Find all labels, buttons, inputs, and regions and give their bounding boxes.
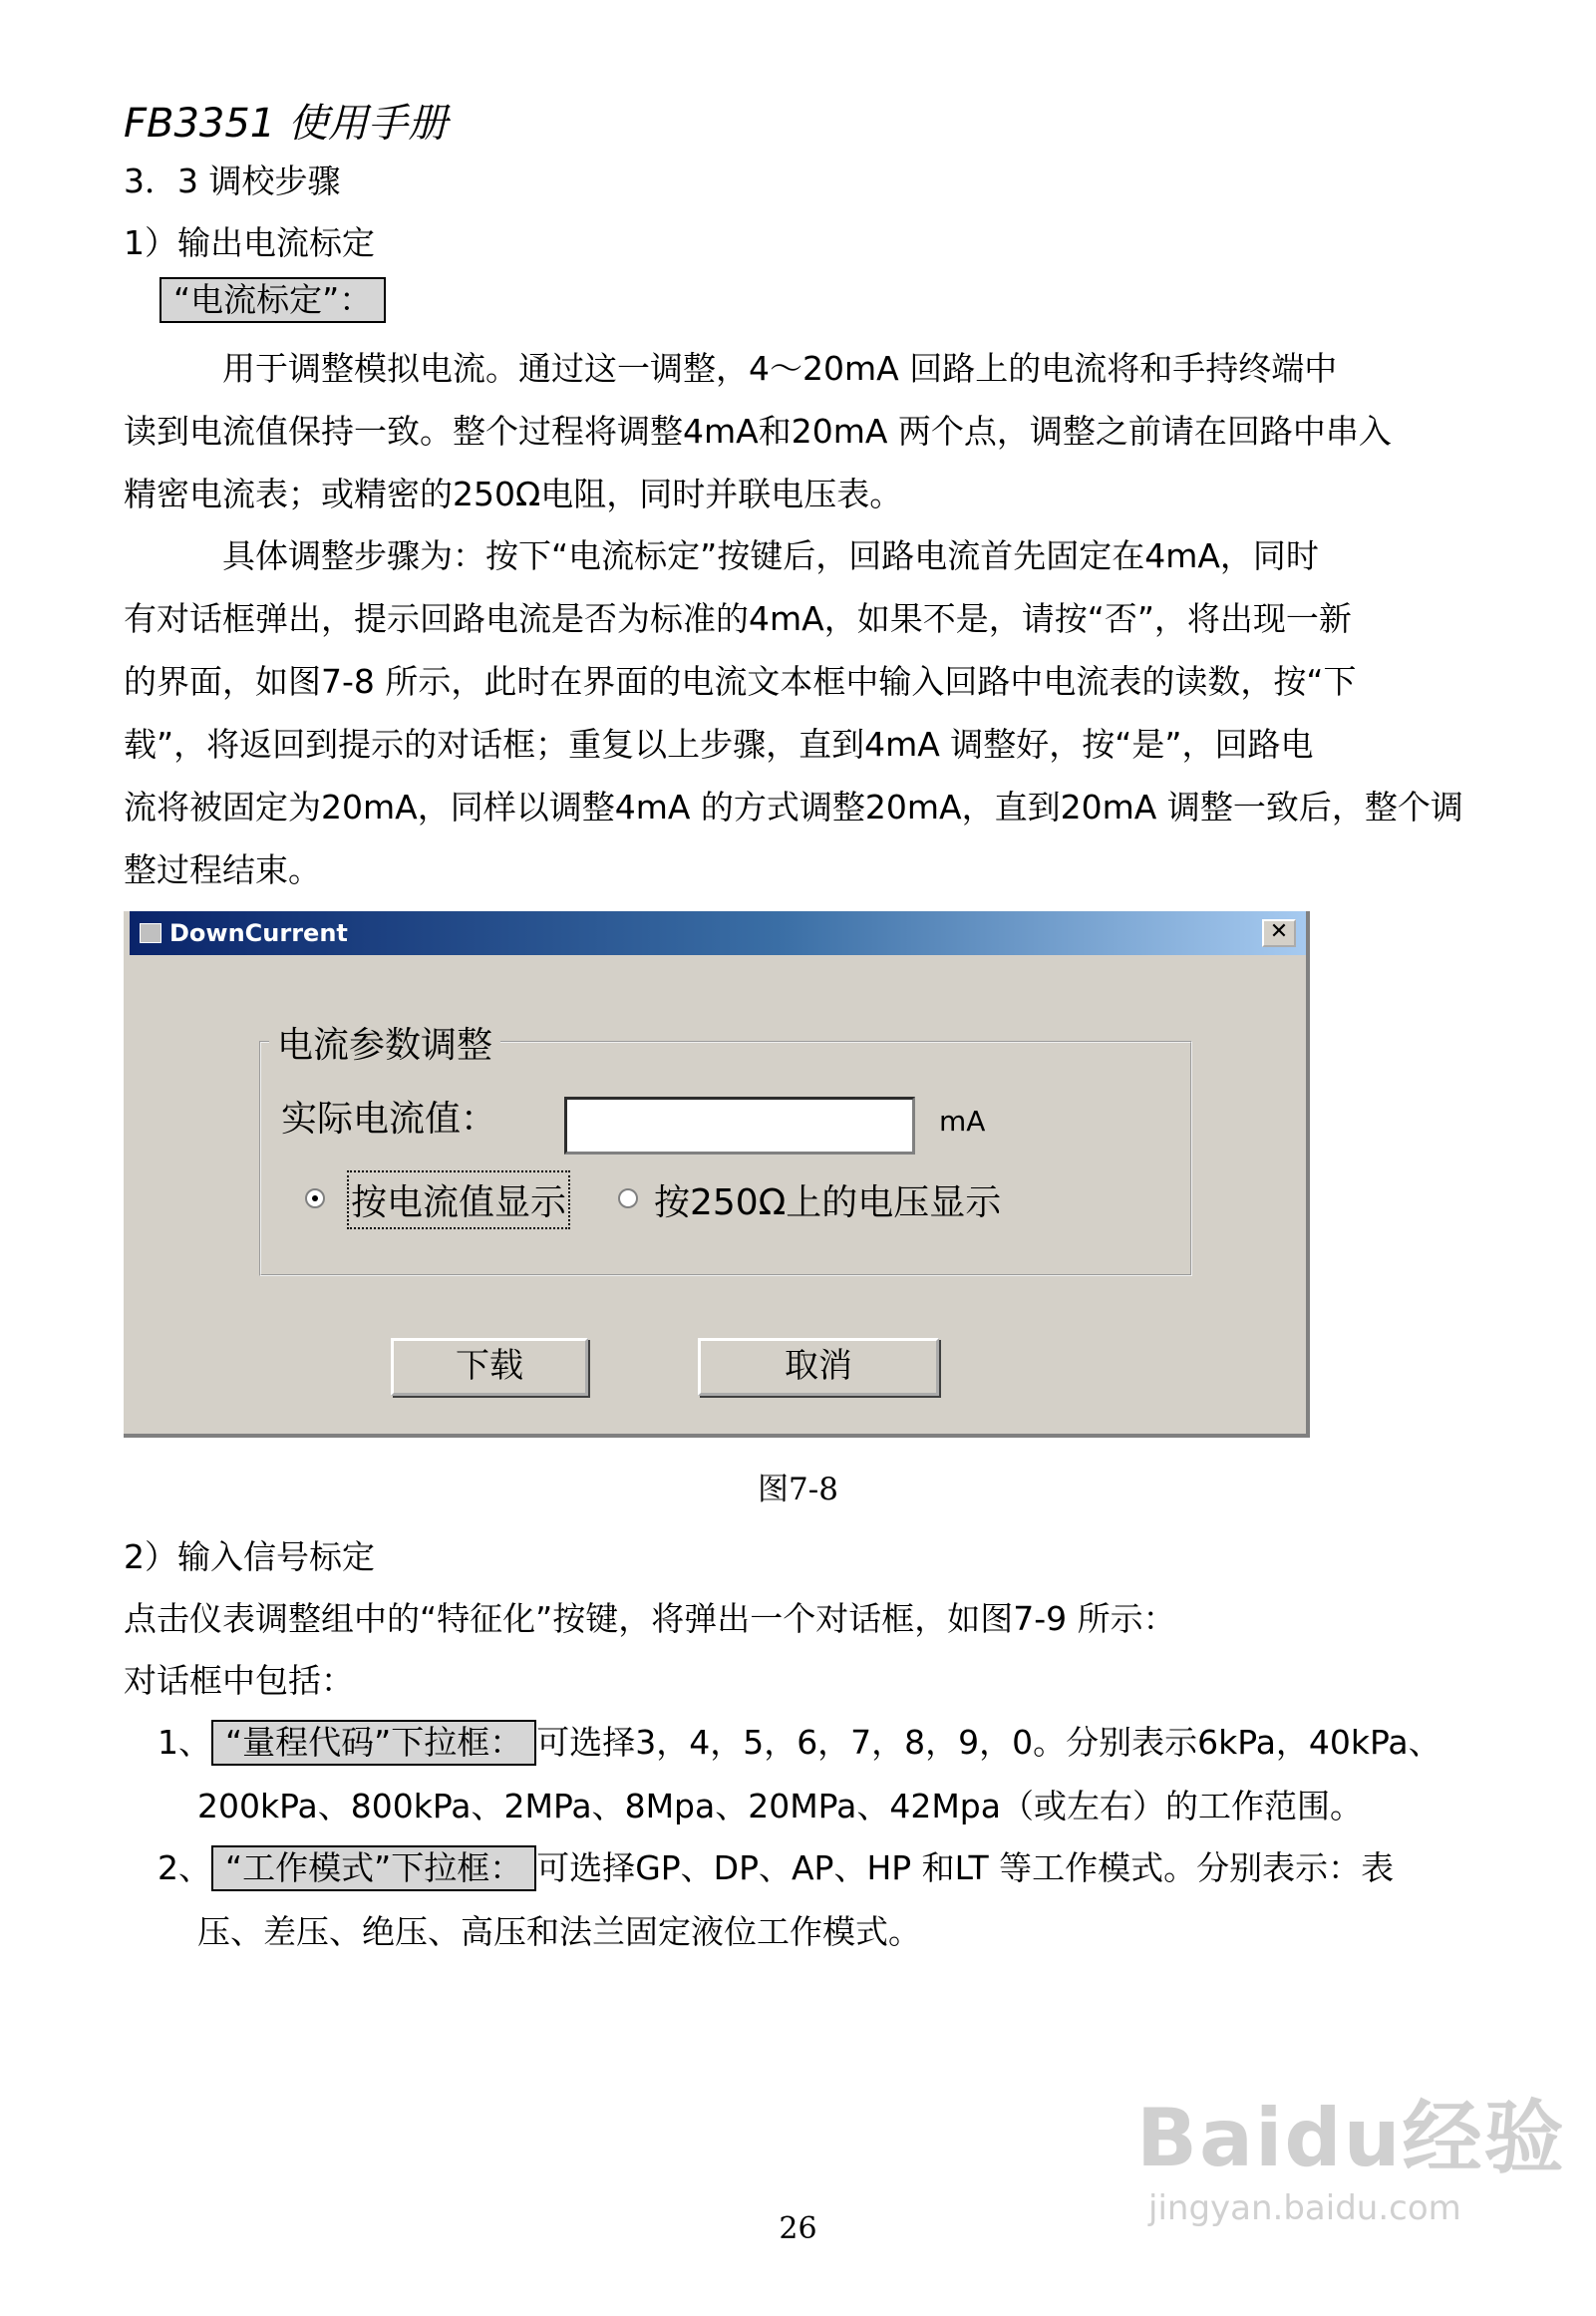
paragraph-2-line: 整过程结束。 <box>124 850 321 889</box>
range-code-dropdown-label: “量程代码”下拉框： <box>211 1720 536 1766</box>
list-item-number: 2、 <box>158 1848 211 1887</box>
paragraph-2-line: 的界面，如图7-8 所示，此时在界面的电流文本框中输入回路中电流表的读数，按“下 <box>124 662 1357 701</box>
paragraph-1-line: 精密电流表；或精密的250Ω电阻，同时并联电压表。 <box>124 475 903 513</box>
dialog-titlebar[interactable] <box>130 911 1306 955</box>
list-item-1-continued: 200kPa、800kPa、2MPa、8Mpa、20MPa、42Mpa（或左右）的工作范围。 <box>197 1787 1363 1825</box>
watermark-url: jingyan.baidu.com <box>1148 2188 1461 2228</box>
current-param-groupbox <box>259 1041 1192 1276</box>
list-item-2-continued: 压、差压、绝压、高压和法兰固定液位工作模式。 <box>197 1912 921 1951</box>
radio-current-display-label[interactable]: 按电流值显示 <box>351 1174 566 1225</box>
subsection-heading-2: 2）输入信号标定 <box>124 1537 375 1576</box>
cancel-button[interactable]: 取消 <box>698 1338 939 1396</box>
radio-current-display[interactable] <box>305 1188 325 1208</box>
baidu-watermark <box>1136 2074 1566 2228</box>
subsection-heading-1: 1）输出电流标定 <box>124 223 375 262</box>
paragraph-2-line: 载”，将返回到提示的对话框；重复以上步骤，直到4mA 调整好，按“是”，回路电 <box>124 725 1314 764</box>
radio-voltage-display-label[interactable]: 按250Ω上的电压显示 <box>654 1182 1002 1223</box>
paragraph-2-line: 具体调整步骤为：按下“电流标定”按键后，回路电流首先固定在4mA，同时 <box>124 536 1319 575</box>
intro-line: 点击仪表调整组中的“特征化”按键，将弹出一个对话框，如图7-9 所示： <box>124 1599 1176 1638</box>
download-button[interactable]: 下载 <box>391 1338 588 1396</box>
radio-voltage-display[interactable] <box>618 1188 638 1208</box>
figure-caption: 图7-8 <box>758 1472 838 1507</box>
contents-line: 对话框中包括： <box>124 1661 354 1700</box>
current-calibration-label <box>160 277 386 323</box>
dialog-title: DownCurrent <box>169 919 348 947</box>
paragraph-1-line: 用于调整模拟电流。通过这一调整，4～20mA 回路上的电流将和手持终端中 <box>124 349 1338 388</box>
app-icon <box>140 923 161 943</box>
work-mode-dropdown-label: “工作模式”下拉框： <box>211 1845 536 1891</box>
paragraph-2-line: 流将被固定为20mA，同样以调整4mA 的方式调整20mA，直到20mA 调整一致后，整个调 <box>124 788 1463 827</box>
paragraph-1-line: 读到电流值保持一致。整个过程将调整4mA和20mA 两个点，调整之前请在回路中串入 <box>124 412 1392 451</box>
watermark-logo-text: Baidu经验 <box>1136 2092 1566 2184</box>
close-button[interactable] <box>1262 919 1296 947</box>
section-heading: 3．3 调校步骤 <box>124 162 341 200</box>
manual-title: FB3351 使用手册 <box>124 101 448 147</box>
paragraph-1 <box>124 337 1473 525</box>
groupbox-title: 电流参数调整 <box>269 1017 500 1068</box>
unit-label: mA <box>939 1105 986 1138</box>
list-item-2 <box>158 1842 1394 1891</box>
current-calibration-box: “电流标定”： <box>160 277 386 323</box>
paragraph-2 <box>124 524 1473 901</box>
paragraph-2-line: 有对话框弹出，提示回路电流是否为标准的4mA，如果不是，请按“否”，将出现一新 <box>124 599 1352 638</box>
list-item-number: 1、 <box>158 1723 211 1762</box>
actual-current-label: 实际电流值： <box>281 1099 497 1140</box>
list-item-text: 可选择3，4，5，6，7，8，9，0。分别表示6kPa，40kPa、 <box>536 1723 1441 1762</box>
page-number: 26 <box>779 2211 817 2246</box>
list-item-1 <box>158 1717 1441 1766</box>
actual-current-input[interactable] <box>564 1097 915 1155</box>
downcurrent-dialog <box>124 911 1310 1438</box>
list-item-text: 可选择GP、DP、AP、HP 和LT 等工作模式。分别表示：表 <box>536 1848 1395 1887</box>
close-icon: ✕ <box>1269 919 1289 944</box>
